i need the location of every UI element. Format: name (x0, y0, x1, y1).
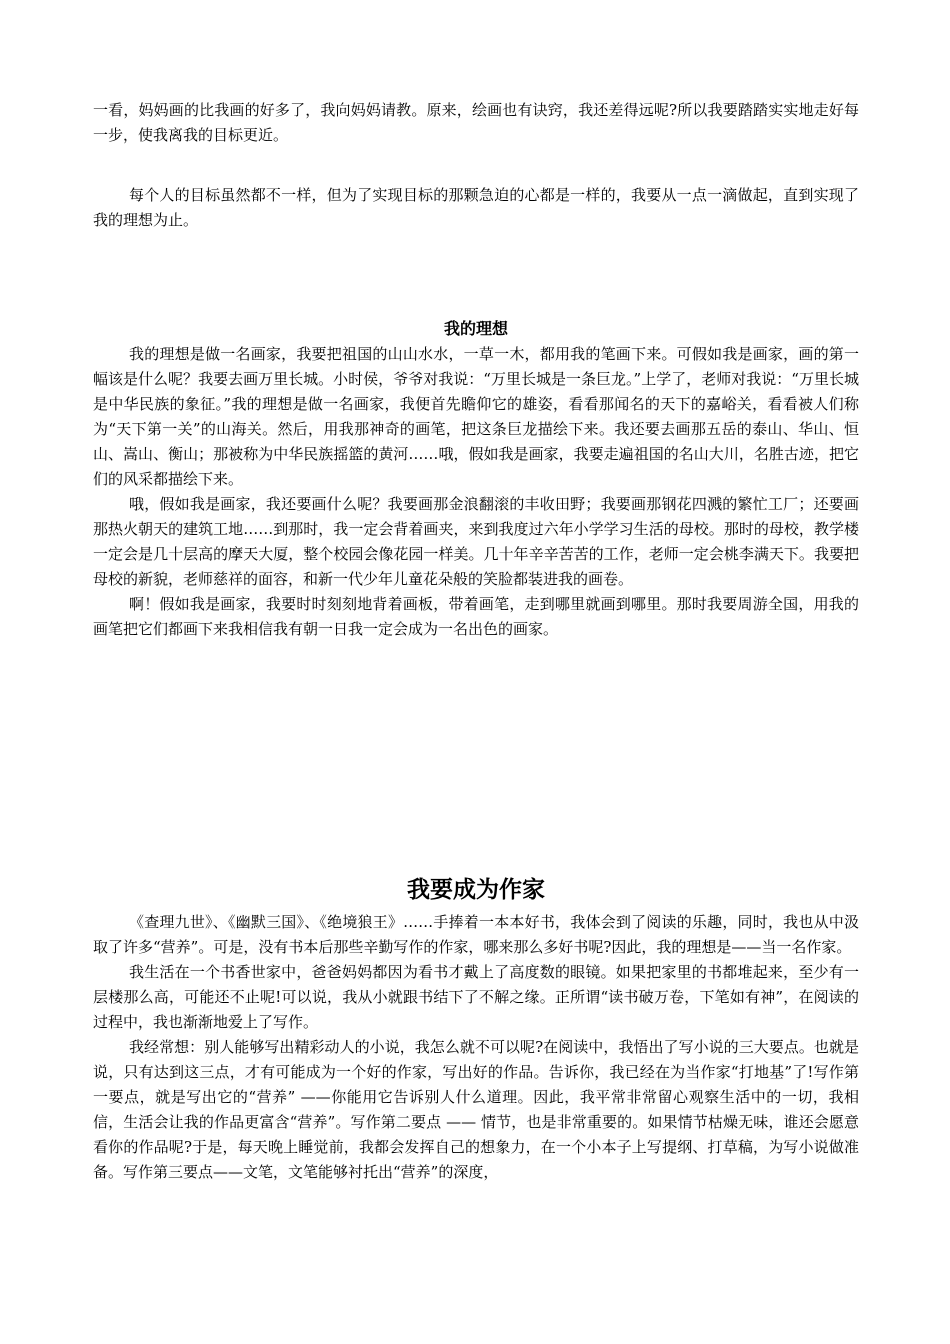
paragraph: 我的理想是做一名画家，我要把祖国的山山水水，一草一木，都用我的笔画下来。可假如我是画家，画的第一幅该是什么呢？我要去画万里长城。小时侯，爷爷对我说：“万里长城是一条巨龙。”上学了，老师对我说：“万里长城是中华民族的象征。”我的理想是做一名画家，我便首先瞻仰它的雄姿，看看那闻名的天下的嘉峪关，看看被人们称为“天下第一关”的山海关。然后，用我那神奇的画笔，把这条巨龙描绘下来。我还要去画那五岳的泰山、华山、恒山、嵩山、衡山；那被称为中华民族摇篮的黄河……哦，假如我是画家，我要走遍祖国的名山大川，名胜古迹，把它们的风采都描绘下来。 (93, 345, 859, 488)
paragraph: 啊！假如我是画家，我要时时刻刻地背着画板，带着画笔，走到哪里就画到哪里。那时我要周游全国，用我的画笔把它们都画下来我相信我有朝一日我一定会成为一名出色的画家。 (93, 595, 859, 638)
paragraph: 我经常想：别人能够写出精彩动人的小说，我怎么就不可以呢?在阅读中，我悟出了写小说的三大要点。也就是说，只有达到这三点，才有可能成为一个好的作家，写出好的作品。告诉你，我已经在为当作家“打地基”了!写作第一要点，就是写出它的“营养” ——你能用它告诉别人什么道理。因此，我平常非常留心观察生活中的一切，我相信，生活会让我的作品更富含“营养”。写作第二要点 —— 情节，也是非常重要的。如果情节枯燥无味，谁还会愿意看你的作品呢?于是，每天晚上睡觉前，我都会发挥自己的想象力，在一个小本子上写提纲、打草稿，为写小说做准备。写作第三要点——文笔，文笔能够衬托出“营养”的深度， (93, 1038, 859, 1181)
essay-my-ideal (93, 342, 859, 642)
essay-title-my-ideal: 我的理想 (443, 319, 508, 338)
essay-writer (93, 910, 859, 1185)
essay-title-writer: 我要成为作家 (407, 876, 545, 903)
paragraph: 《查理九世》、《幽默三国》、《绝境狼王》……手捧着一本本好书，我体会到了阅读的乐趣，同时，我也从中汲取了许多“营养”。可是，没有书本后那些辛勤写作的作家，哪来那么多好书呢?因此，我的理想是——当一名作家。 (93, 913, 859, 956)
paragraph: 哦，假如我是画家，我还要画什么呢？我要画那金浪翻滚的丰收田野；我要画那钢花四溅的繁忙工厂；还要画那热火朝天的建筑工地……到那时，我一定会背着画夹，来到我度过六年小学学习生活的母校。那时的母校，教学楼一定会是几十层高的摩天大厦，整个校园会像花园一样美。几十年辛辛苦苦的工作，老师一定会桃李满天下。我要把母校的新貌，老师慈祥的面容，和新一代少年儿童花朵般的笑脸都装进我的画卷。 (93, 495, 859, 588)
section-continuation (93, 98, 859, 148)
paragraph: 每个人的目标虽然都不一样，但为了实现目标的那颗急迫的心都是一样的，我要从一点一滴做起，直到实现了我的理想为止。 (93, 186, 859, 229)
section-closing (93, 183, 859, 233)
paragraph: 我生活在一个书香世家中，爸爸妈妈都因为看书才戴上了高度数的眼镜。如果把家里的书都堆起来，至少有一层楼那么高，可能还不止呢!可以说，我从小就跟书结下了不解之缘。正所谓“读书破万卷，下笔如有神”，在阅读的过程中，我也渐渐地爱上了写作。 (93, 963, 859, 1031)
paragraph: 一看，妈妈画的比我画的好多了，我向妈妈请教。原来，绘画也有诀窍，我还差得远呢?所以我要踏踏实实地走好每一步，使我离我的目标更近。 (93, 101, 859, 144)
